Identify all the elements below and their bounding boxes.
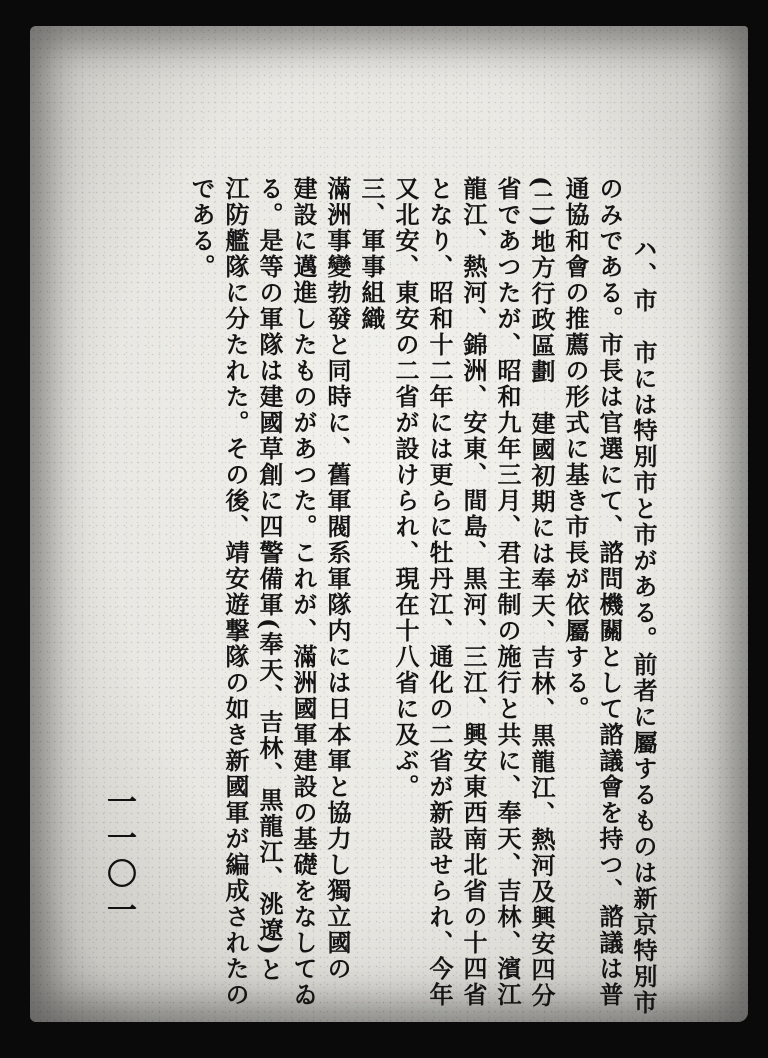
text-column: のみである。市長は官選にて、諮問機關として諮議會を持つ、諮議は普: [595, 176, 624, 1008]
page-number: 一一〇一: [101, 786, 136, 930]
text-column: 滿洲事變勃發と同時に、舊軍閥系軍隊内には日本軍と協力し獨立國の: [323, 176, 352, 982]
text-column: となり、昭和十二年には更らに牡丹江、通化の二省が新設せられ、今年: [425, 176, 454, 1008]
text-column: ハ、市 市には特別市と市がある。前者に屬するものは新京特別市: [629, 236, 658, 1016]
text-column: 省であつたが、昭和九年三月、君主制の施行と共に、奉天、吉林、濱江: [493, 176, 522, 1008]
text-column: 又北安、東安の二省が設けられ、現在十八省に及ぶ。: [391, 176, 420, 800]
text-column: 建設に邁進したものがあつた。これが、滿洲國軍建設の基礎をなしてゐ: [289, 176, 318, 1008]
text-column: 江防艦隊に分たれた。その後、靖安遊撃隊の如き新國軍が編成されたの: [221, 176, 250, 1008]
section-heading: 三、軍事組織: [357, 176, 386, 332]
vertical-text-body: [120, 176, 660, 1016]
text-column: 通協和會の推薦の形式に基き市長が依屬する。: [561, 176, 590, 722]
text-column: る。是等の軍隊は建國草創に四警備軍(奉天、吉林、黒龍江、洮遼)と: [255, 176, 284, 983]
text-column: 龍江、熱河、錦洲、安東、間島、黒河、三江、興安東西南北省の十四省: [459, 176, 488, 1008]
text-column: である。: [187, 176, 216, 280]
document-page: [30, 26, 748, 1022]
text-column: (二)地方行政區劃 建國初期には奉天、吉林、黒龍江、熱河及興安四分: [527, 176, 556, 1009]
